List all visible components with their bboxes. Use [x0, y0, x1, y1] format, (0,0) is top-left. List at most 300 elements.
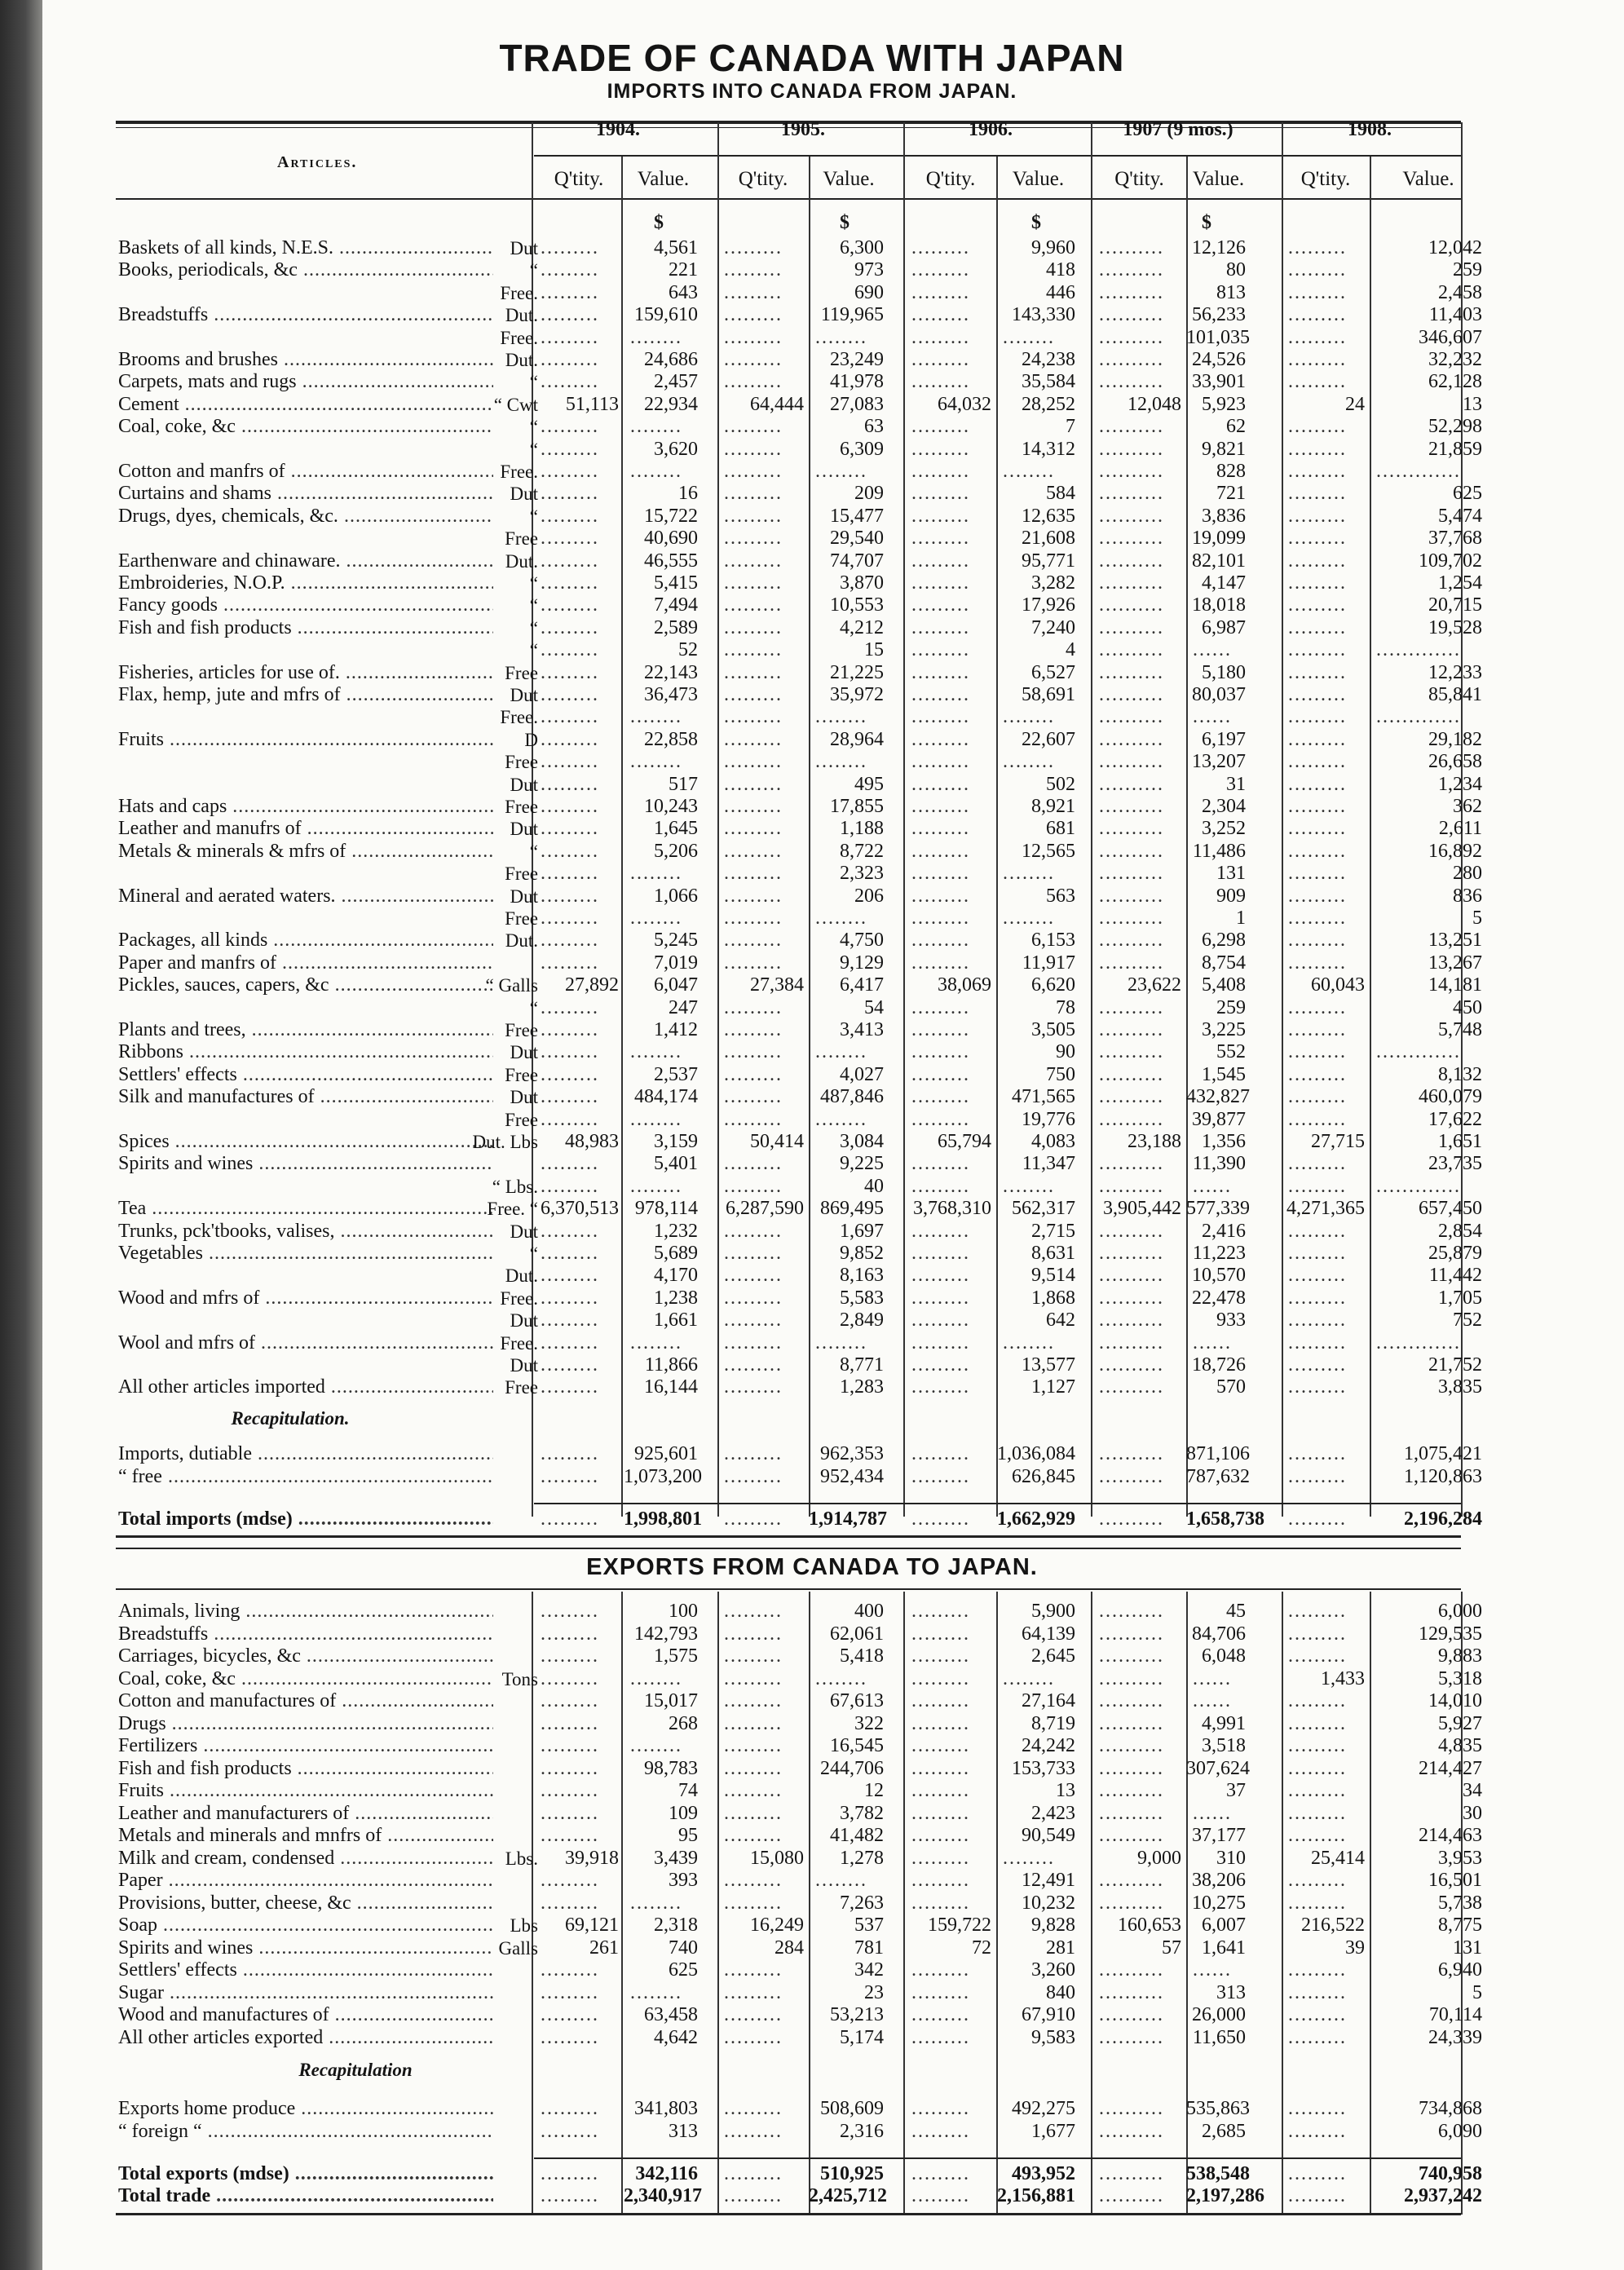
value-cell: 1,188: [840, 818, 884, 840]
empty-cell-dots: ........: [630, 1892, 682, 1914]
empty-cell-dots: .........: [541, 2004, 599, 2025]
value-cell: 6,417: [840, 974, 884, 996]
duty-note: Dut.: [505, 550, 538, 572]
value-cell: 8,771: [840, 1354, 884, 1376]
empty-cell-dots: ........: [1003, 1332, 1055, 1354]
empty-cell-dots: ......: [1193, 1667, 1232, 1689]
row-label: Fancy goods .....: [118, 594, 493, 617]
value-cell: 1,705: [1438, 1287, 1482, 1309]
value-cell: 492,275: [1012, 2098, 1075, 2119]
value-cell: 1,545: [1202, 1063, 1246, 1085]
value-cell: 341,803: [634, 2098, 698, 2119]
empty-cell-dots: ..........: [1099, 594, 1164, 616]
value-cell: 6,987: [1202, 616, 1246, 638]
row-label: Embroideries, N.O.P. .....: [118, 572, 493, 595]
row-label: Carriages, bicycles, &c .....: [118, 1645, 493, 1668]
header-bottom-rule: [116, 198, 1461, 200]
import-row: [0, 705, 1624, 729]
value-cell: 37,768: [1428, 528, 1482, 550]
import-row: [0, 482, 1624, 506]
empty-cell-dots: .........: [1288, 528, 1347, 550]
row-label: Fruits .....: [118, 728, 493, 752]
import-row: [0, 1040, 1624, 1064]
empty-cell-dots: .........: [911, 1825, 970, 1846]
value-cell: 973: [854, 259, 884, 281]
value-heading: Value.: [1012, 168, 1065, 190]
export-row: [0, 1981, 1624, 2005]
empty-cell-dots: ..........: [1099, 639, 1164, 661]
empty-cell-dots: ..........: [1099, 796, 1164, 817]
import-row: [0, 550, 1624, 573]
value-cell: 4,642: [654, 2026, 698, 2048]
empty-cell-dots: .........: [911, 505, 970, 527]
value-cell: 5,689: [654, 1243, 698, 1264]
year-heading: 1906.: [969, 119, 1013, 140]
value-cell: 206: [854, 885, 884, 907]
empty-cell-dots: .........: [724, 461, 783, 482]
empty-cell-dots: ..........: [1099, 1332, 1164, 1354]
empty-cell-dots: .........: [911, 259, 970, 281]
duty-note: Lbs: [510, 1915, 538, 1936]
empty-cell-dots: .........: [911, 1465, 970, 1487]
import-row: [0, 572, 1624, 595]
empty-cell-dots: .........: [911, 639, 970, 661]
duty-note: Lbs.: [505, 1848, 538, 1869]
value-cell: 584: [1046, 483, 1075, 505]
value-cell: 80,037: [1192, 684, 1246, 705]
empty-cell-dots: ..........: [1099, 326, 1164, 348]
empty-cell-dots: .............: [1376, 1175, 1461, 1197]
empty-cell-dots: .........: [724, 2163, 783, 2184]
value-cell: 10,243: [644, 796, 698, 817]
empty-cell-dots: ..........: [1099, 863, 1164, 885]
empty-cell-dots: ..........: [1099, 1959, 1164, 1981]
import-row: [0, 1332, 1624, 1355]
value-cell: 538,548: [1186, 2163, 1250, 2184]
value-cell: 11,650: [1192, 2026, 1246, 2048]
value-cell: 978,114: [634, 1198, 698, 1220]
empty-cell-dots: .........: [1288, 1086, 1347, 1108]
value-cell: 6,287,590: [726, 1198, 804, 1220]
value-cell: 2,457: [654, 371, 698, 393]
empty-cell-dots: .........: [541, 594, 599, 616]
value-cell: 750: [1046, 1063, 1075, 1085]
value-cell: 1,662,929: [997, 1508, 1075, 1530]
empty-cell-dots: .........: [1288, 326, 1347, 348]
empty-cell-dots: .........: [541, 281, 599, 303]
empty-cell-dots: .........: [724, 1825, 783, 1846]
value-cell: 3,620: [654, 438, 698, 460]
value-cell: 5,738: [1438, 1892, 1482, 1914]
empty-cell-dots: .........: [1288, 706, 1347, 728]
empty-cell-dots: ........: [630, 908, 682, 929]
value-cell: 214,427: [1419, 1757, 1482, 1779]
empty-cell-dots: .........: [724, 1623, 783, 1645]
duty-note: “: [529, 1243, 538, 1264]
duty-note: Dut: [510, 1355, 538, 1376]
row-label: Total exports (mdse) .....: [118, 2162, 493, 2186]
value-cell: 16,249: [750, 1914, 804, 1936]
empty-cell-dots: .........: [541, 2098, 599, 2119]
value-cell: 13,207: [1192, 751, 1246, 773]
value-cell: 9,828: [1031, 1914, 1075, 1936]
empty-cell-dots: ..........: [1099, 1019, 1164, 1040]
value-cell: 2,611: [1438, 818, 1482, 840]
value-heading: Value.: [823, 168, 875, 190]
value-cell: 8,719: [1031, 1712, 1075, 1734]
empty-cell-dots: .........: [911, 751, 970, 773]
empty-cell-dots: .........: [911, 1645, 970, 1667]
export-row: [0, 1937, 1624, 1960]
value-cell: 2,340,917: [624, 2185, 702, 2206]
empty-cell-dots: .........: [911, 952, 970, 974]
empty-cell-dots: .........: [541, 1667, 599, 1689]
value-cell: 7: [1066, 416, 1075, 438]
row-label: Wool and mfrs of .....: [118, 1332, 493, 1355]
value-cell: 5,474: [1438, 505, 1482, 527]
import-row: [0, 1152, 1624, 1176]
row-label: Sugar .....: [118, 1981, 493, 2005]
empty-cell-dots: .........: [541, 528, 599, 550]
empty-cell-dots: .........: [911, 2163, 970, 2184]
value-cell: 3,282: [1031, 572, 1075, 594]
empty-cell-dots: .........: [724, 1981, 783, 2003]
value-cell: 690: [854, 281, 884, 303]
empty-cell-dots: ..........: [1099, 1220, 1164, 1242]
empty-cell-dots: ..........: [1099, 572, 1164, 594]
empty-cell-dots: .........: [541, 684, 599, 705]
empty-cell-dots: .........: [724, 2121, 783, 2142]
duty-note: Tons: [501, 1668, 538, 1689]
row-label: Settlers' effects .....: [118, 1959, 493, 1982]
value-cell: 261: [589, 1937, 619, 1959]
empty-cell-dots: ........: [1003, 1847, 1055, 1869]
empty-cell-dots: .........: [724, 1667, 783, 1689]
duty-note: Dut.: [505, 1265, 538, 1287]
empty-cell-dots: ......: [1193, 1332, 1232, 1354]
empty-cell-dots: .........: [1288, 2004, 1347, 2025]
empty-cell-dots: .........: [1288, 2185, 1347, 2206]
empty-cell-dots: .........: [541, 2121, 599, 2142]
exports-title-rule-bottom: [116, 1588, 1461, 1590]
row-label: Cotton and manufactures of .....: [118, 1689, 493, 1713]
empty-cell-dots: .........: [541, 1892, 599, 1914]
value-cell: 1,238: [654, 1287, 698, 1309]
empty-cell-dots: .........: [1288, 1780, 1347, 1801]
empty-cell-dots: ........: [815, 751, 867, 773]
export-row: [0, 1892, 1624, 1915]
import-row: [0, 303, 1624, 327]
empty-cell-dots: .........: [724, 1354, 783, 1376]
value-cell: 1,232: [654, 1220, 698, 1242]
empty-cell-dots: .........: [1288, 237, 1347, 258]
value-cell: 8,631: [1031, 1243, 1075, 1264]
value-cell: 4,027: [840, 1063, 884, 1085]
value-cell: 577,339: [1186, 1198, 1250, 1220]
empty-cell-dots: .........: [724, 304, 783, 326]
value-cell: 362: [1453, 796, 1482, 817]
export-row: [0, 1712, 1624, 1736]
export-row: [0, 1600, 1624, 1623]
empty-cell-dots: .........: [541, 1086, 599, 1108]
value-cell: 48,983: [565, 1131, 619, 1152]
value-cell: 6,309: [840, 438, 884, 460]
duty-note: Free. “: [487, 1199, 538, 1220]
duty-note: Galls: [498, 1937, 538, 1959]
import-row: [0, 1376, 1624, 1399]
empty-cell-dots: ..........: [1099, 1981, 1164, 2003]
value-cell: 5,245: [654, 930, 698, 952]
empty-cell-dots: .........: [1288, 773, 1347, 795]
empty-cell-dots: .........: [724, 528, 783, 550]
row-label: Coal, coke, &c .....: [118, 1667, 493, 1691]
empty-cell-dots: .........: [541, 1735, 599, 1756]
empty-cell-dots: .........: [541, 885, 599, 907]
empty-cell-dots: .............: [1376, 1041, 1461, 1063]
value-cell: 24,242: [1022, 1735, 1075, 1756]
empty-cell-dots: .........: [724, 996, 783, 1018]
value-cell: 2,316: [840, 2121, 884, 2142]
value-cell: 23,188: [1128, 1131, 1181, 1152]
import-row: [0, 236, 1624, 260]
duty-note: “ Lbs.: [492, 1176, 538, 1197]
value-cell: 721: [1216, 483, 1246, 505]
empty-cell-dots: .........: [541, 1376, 599, 1398]
empty-cell-dots: .........: [911, 1354, 970, 1376]
empty-cell-dots: .........: [911, 349, 970, 370]
duty-note: Free: [505, 908, 538, 929]
duty-note: Dut: [510, 1087, 538, 1108]
value-cell: 313: [1216, 1981, 1246, 2003]
qty-heading: Q'tity.: [554, 168, 604, 190]
empty-cell-dots: .........: [724, 1601, 783, 1622]
empty-cell-dots: .........: [541, 326, 599, 348]
value-cell: 10,275: [1192, 1892, 1246, 1914]
empty-cell-dots: .........: [1288, 639, 1347, 661]
import-row: [0, 1085, 1624, 1109]
empty-cell-dots: .........: [541, 1959, 599, 1981]
value-cell: 23,735: [1428, 1153, 1482, 1175]
value-cell: 471,565: [1012, 1086, 1075, 1108]
empty-cell-dots: .........: [1288, 1645, 1347, 1667]
duty-note: Dut: [510, 238, 538, 258]
empty-cell-dots: ........: [815, 908, 867, 929]
value-cell: 53,213: [830, 2004, 884, 2025]
empty-cell-dots: .........: [911, 1667, 970, 1689]
value-cell: 307,624: [1186, 1757, 1250, 1779]
empty-cell-dots: .........: [1288, 1892, 1347, 1914]
value-cell: 14,010: [1428, 1690, 1482, 1711]
empty-cell-dots: .........: [724, 908, 783, 929]
value-cell: 2,589: [654, 616, 698, 638]
value-cell: 84,706: [1192, 1623, 1246, 1645]
value-cell: 56,233: [1192, 304, 1246, 326]
empty-cell-dots: ..........: [1099, 528, 1164, 550]
empty-cell-dots: ........: [630, 461, 682, 482]
row-label: Paper .....: [118, 1869, 493, 1892]
value-cell: 432,827: [1186, 1086, 1250, 1108]
empty-cell-dots: .........: [1288, 952, 1347, 974]
value-cell: 5,900: [1031, 1601, 1075, 1622]
import-row: [0, 907, 1624, 930]
value-cell: 2,537: [654, 1063, 698, 1085]
empty-cell-dots: ......: [1193, 1959, 1232, 1981]
empty-cell-dots: .........: [1288, 661, 1347, 683]
empty-cell-dots: ..........: [1099, 2004, 1164, 2025]
value-cell: 3,782: [840, 1802, 884, 1824]
value-cell: 6,298: [1202, 930, 1246, 952]
value-cell: 7,019: [654, 952, 698, 974]
duty-note: Dut: [510, 685, 538, 705]
empty-cell-dots: .........: [541, 1063, 599, 1085]
duty-note: Free: [505, 863, 538, 885]
duty-note: Dut: [510, 484, 538, 505]
value-cell: 18,726: [1192, 1354, 1246, 1376]
duty-note: Dut: [510, 1221, 538, 1242]
value-cell: 12,565: [1022, 840, 1075, 862]
empty-cell-dots: ..........: [1099, 2185, 1164, 2206]
value-cell: 38,206: [1192, 1870, 1246, 1891]
value-cell: 21,859: [1428, 438, 1482, 460]
value-cell: 11,917: [1022, 952, 1075, 974]
empty-cell-dots: .........: [541, 483, 599, 505]
value-cell: 1,661: [654, 1309, 698, 1332]
row-label: “ foreign “ .....: [118, 2120, 493, 2144]
empty-cell-dots: .........: [1288, 1287, 1347, 1309]
empty-cell-dots: .........: [541, 1508, 599, 1530]
empty-cell-dots: .........: [911, 550, 970, 572]
import-row: [0, 438, 1624, 462]
value-cell: 643: [669, 281, 698, 303]
empty-cell-dots: .........: [724, 616, 783, 638]
duty-note: “: [529, 260, 538, 281]
import-row: [0, 885, 1624, 908]
row-label: Leather and manufrs of .....: [118, 817, 493, 841]
empty-cell-dots: .........: [724, 863, 783, 885]
export-row: [0, 1689, 1624, 1713]
value-cell: 517: [669, 773, 698, 795]
value-cell: 2,458: [1438, 281, 1482, 303]
row-label: All other articles imported .....: [118, 1376, 493, 1399]
import-row: [0, 460, 1624, 484]
empty-cell-dots: .........: [724, 1019, 783, 1040]
value-cell: 13: [1463, 393, 1482, 415]
value-cell: 10,553: [830, 594, 884, 616]
empty-cell-dots: ........: [1003, 706, 1055, 728]
empty-cell-dots: ..........: [1099, 505, 1164, 527]
value-cell: 1,697: [840, 1220, 884, 1242]
empty-cell-dots: .........: [541, 438, 599, 460]
empty-cell-dots: .........: [1288, 281, 1347, 303]
value-cell: 41,978: [830, 371, 884, 393]
import-row: [0, 281, 1624, 305]
value-cell: 62,128: [1428, 371, 1482, 393]
value-cell: 24,686: [644, 349, 698, 370]
value-cell: 19,528: [1428, 616, 1482, 638]
empty-cell-dots: .........: [541, 1802, 599, 1824]
value-cell: 90: [1056, 1041, 1075, 1063]
empty-cell-dots: .........: [911, 616, 970, 638]
empty-cell-dots: .........: [541, 863, 599, 885]
empty-cell-dots: .........: [1288, 863, 1347, 885]
value-cell: 310: [1216, 1847, 1246, 1869]
empty-cell-dots: .........: [541, 550, 599, 572]
empty-cell-dots: .........: [724, 1063, 783, 1085]
empty-cell-dots: .........: [724, 1735, 783, 1756]
value-cell: 11,347: [1022, 1153, 1075, 1175]
value-cell: 787,632: [1186, 1465, 1250, 1487]
value-cell: 5: [1472, 1981, 1482, 2003]
export-row: [0, 1779, 1624, 1803]
value-cell: 8,132: [1438, 1063, 1482, 1085]
row-label: Leather and manufacturers of .....: [118, 1802, 493, 1826]
empty-cell-dots: .........: [541, 1265, 599, 1287]
value-cell: 6,047: [654, 974, 698, 996]
empty-cell-dots: .........: [541, 1981, 599, 2003]
value-cell: 39,918: [565, 1847, 619, 1869]
value-cell: 60,043: [1311, 974, 1365, 996]
empty-cell-dots: .........: [541, 304, 599, 326]
row-label: Breadstuffs .....: [118, 1623, 493, 1646]
row-label: Carpets, mats and rugs .....: [118, 370, 493, 394]
empty-cell-dots: .........: [541, 1712, 599, 1734]
empty-cell-dots: .........: [911, 1019, 970, 1040]
qty-heading: Q'tity.: [1300, 168, 1351, 190]
articles-heading: Articles.: [277, 153, 358, 171]
page-subtitle: IMPORTS INTO CANADA FROM JAPAN.: [607, 80, 1017, 103]
value-cell: 2,318: [654, 1914, 698, 1936]
duty-note: Free: [505, 1109, 538, 1130]
empty-cell-dots: .........: [541, 259, 599, 281]
empty-cell-dots: .........: [724, 1041, 783, 1063]
empty-cell-dots: ........: [1003, 326, 1055, 348]
value-cell: 259: [1216, 996, 1246, 1018]
empty-cell-dots: .........: [541, 2026, 599, 2048]
value-cell: 313: [669, 2121, 698, 2142]
duty-note: Dut. Lbs: [472, 1132, 538, 1152]
imports-total-row: [0, 1508, 1624, 1531]
export-row: [0, 1869, 1624, 1892]
empty-cell-dots: .........: [1288, 483, 1347, 505]
empty-cell-dots: .........: [911, 1041, 970, 1063]
empty-cell-dots: .........: [724, 237, 783, 258]
value-cell: 3,505: [1031, 1019, 1075, 1040]
value-cell: 2,854: [1438, 1220, 1482, 1242]
empty-cell-dots: ..........: [1099, 728, 1164, 750]
empty-cell-dots: .........: [541, 505, 599, 527]
value-cell: 1,868: [1031, 1287, 1075, 1309]
empty-cell-dots: .........: [1288, 885, 1347, 907]
empty-cell-dots: ..........: [1099, 483, 1164, 505]
empty-cell-dots: .........: [724, 1086, 783, 1108]
empty-cell-dots: .........: [724, 661, 783, 683]
empty-cell-dots: .........: [911, 1508, 970, 1530]
duty-note: Free.: [500, 462, 538, 482]
empty-cell-dots: .........: [724, 1175, 783, 1197]
value-cell: 537: [854, 1914, 884, 1936]
value-cell: 4,835: [1438, 1735, 1482, 1756]
value-cell: 3,225: [1202, 1019, 1246, 1040]
value-cell: 28,252: [1022, 393, 1075, 415]
import-row: [0, 370, 1624, 394]
empty-cell-dots: .............: [1376, 1332, 1461, 1354]
dollar-sign: $: [1202, 212, 1211, 233]
empty-cell-dots: .........: [724, 684, 783, 705]
import-row: [0, 527, 1624, 550]
empty-cell-dots: .........: [724, 1287, 783, 1309]
import-row: [0, 661, 1624, 685]
value-cell: 281: [1046, 1937, 1075, 1959]
